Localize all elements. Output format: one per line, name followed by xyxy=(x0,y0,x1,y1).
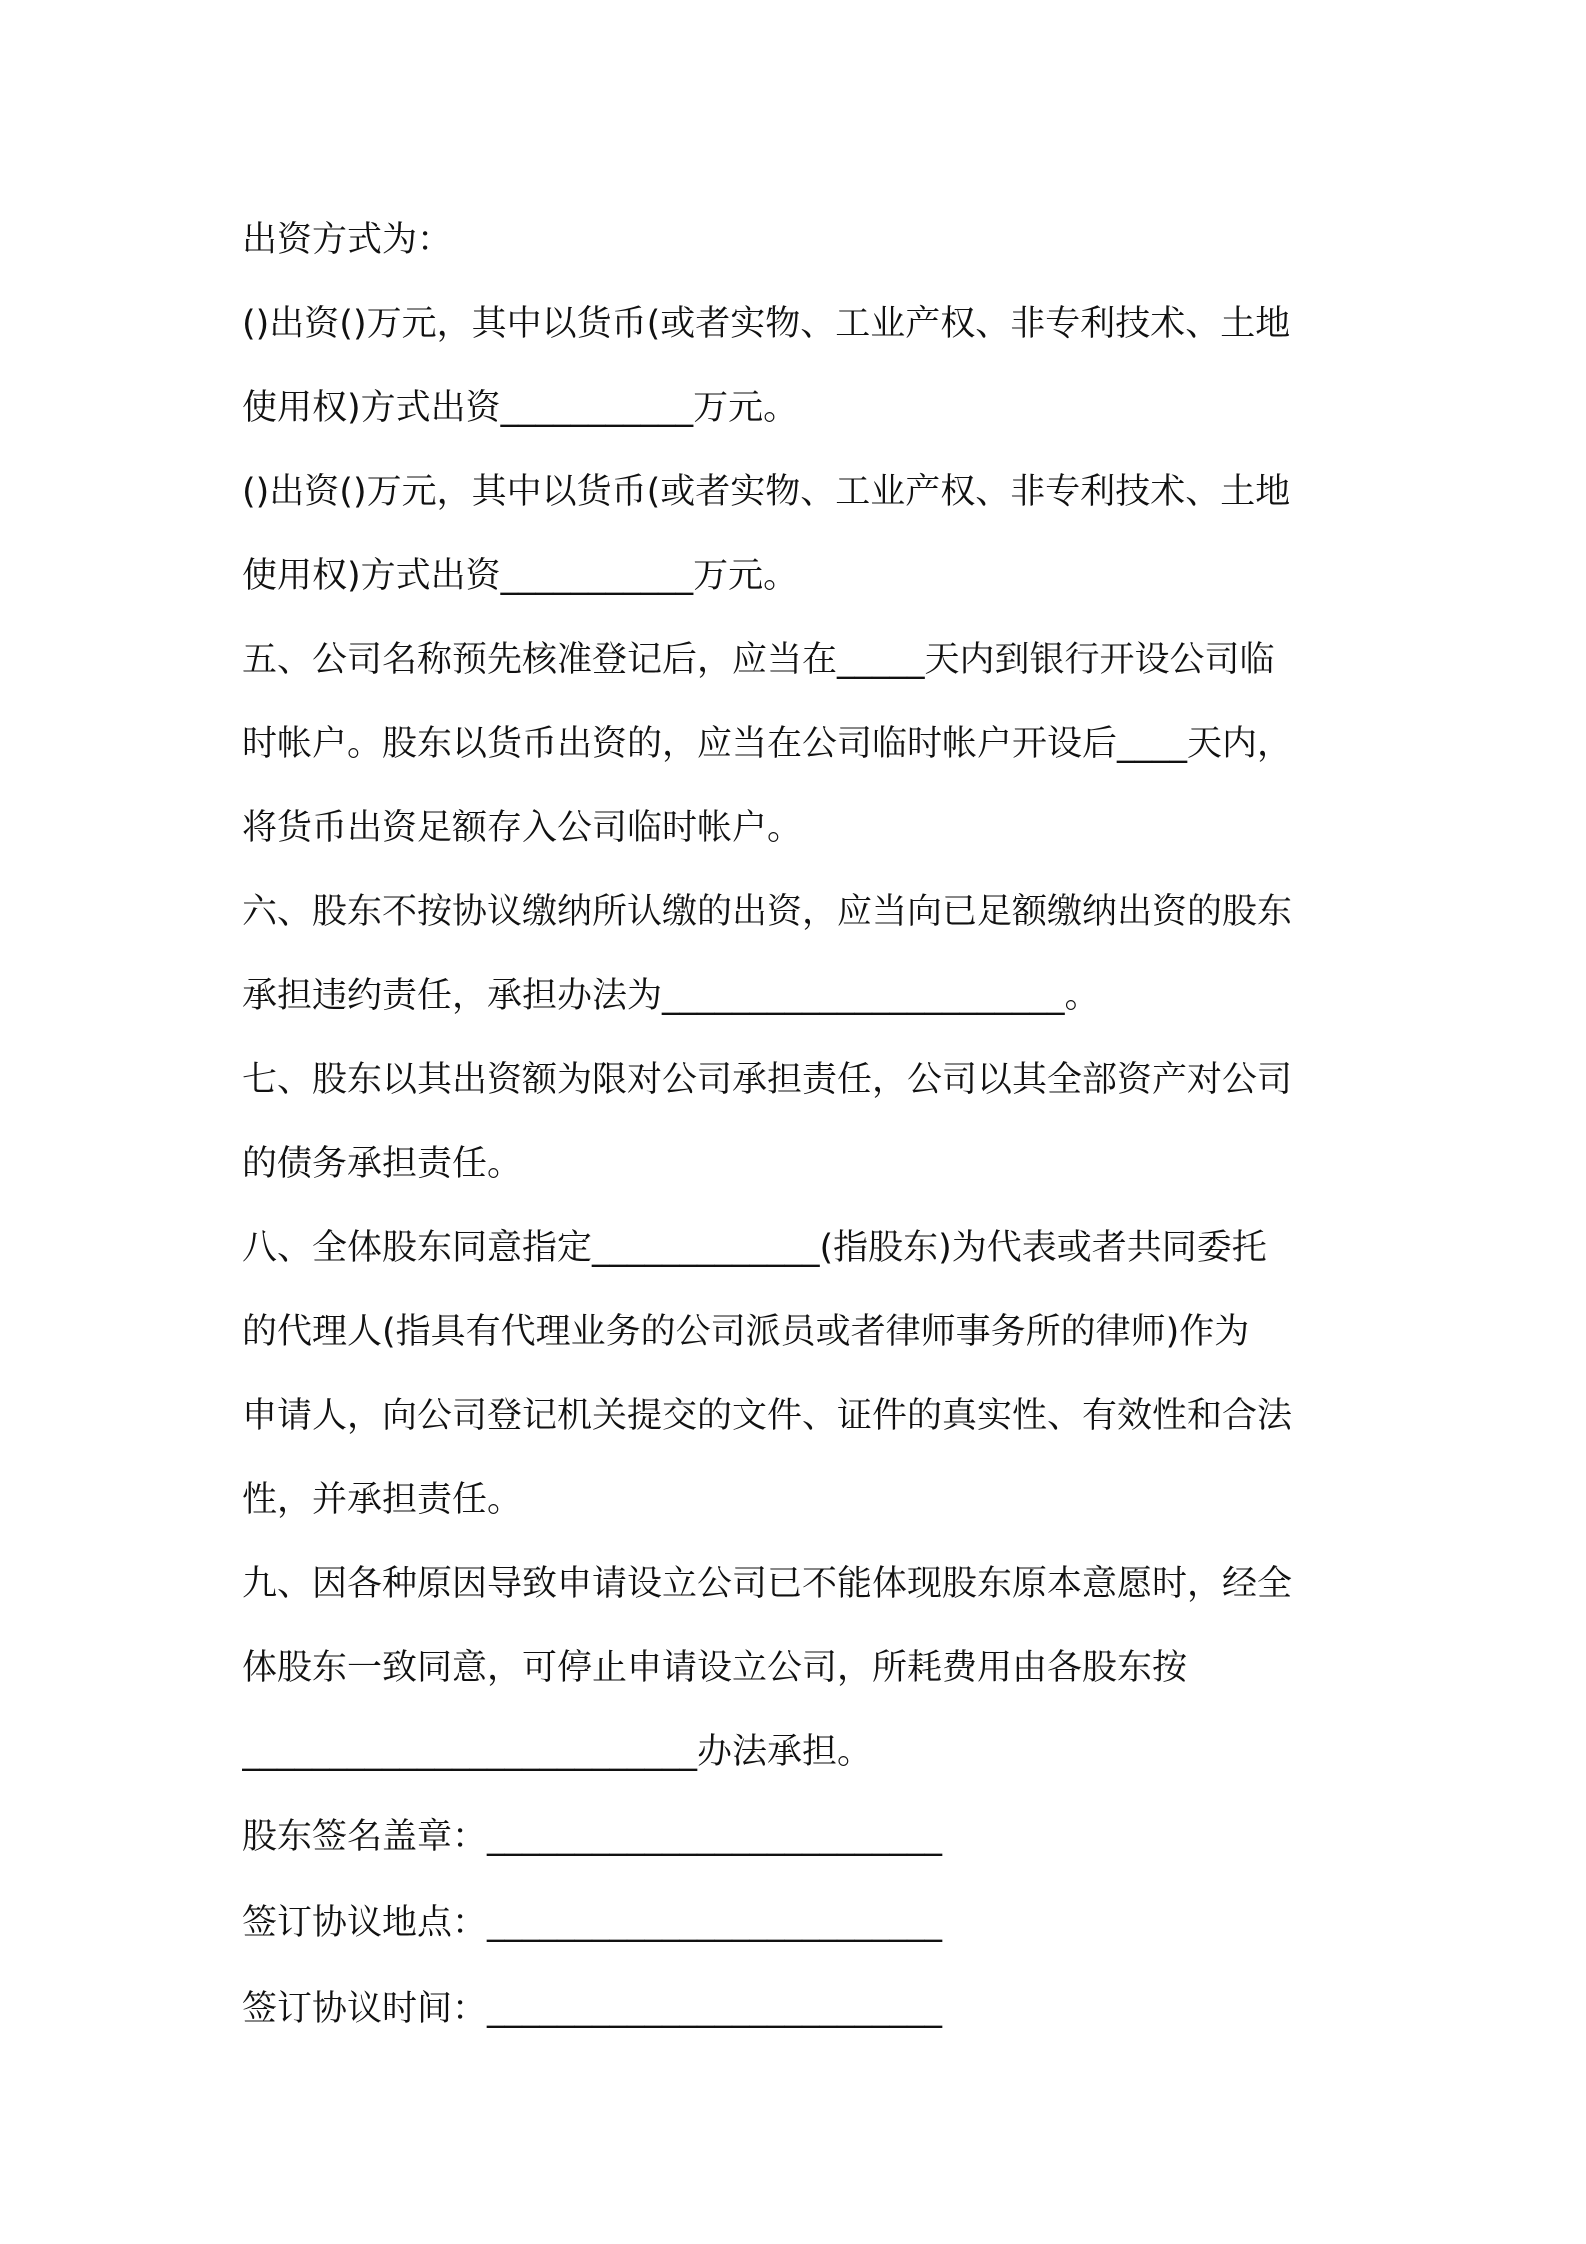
text-line: 的债务承担责任。 xyxy=(242,1144,523,1184)
text-line: 五、公司名称预先核准登记后，应当在_____天内到银行开设公司临 xyxy=(242,640,1275,680)
signature-block xyxy=(242,1794,1350,2052)
text-line: 九、因各种原因导致申请设立公司已不能体现股东原本意愿时，经全 xyxy=(242,1564,1293,1604)
text-line: 体股东一致同意，可停止申请设立公司，所耗费用由各股东按 xyxy=(242,1648,1188,1688)
signature-line-date: 签订协议时间：__________________________ xyxy=(242,1989,943,2029)
text-line: 的代理人(指具有代理业务的公司派员或者律师事务所的律师)作为 xyxy=(242,1312,1250,1352)
text-line: 性，并承担责任。 xyxy=(242,1480,523,1520)
text-line: 出资方式为： xyxy=(242,220,453,260)
text-line: 申请人，向公司登记机关提交的文件、证件的真实性、有效性和合法 xyxy=(242,1396,1293,1436)
text-line: __________________________办法承担。 xyxy=(242,1732,873,1772)
text-line: ()出资()万元，其中以货币(或者实物、工业产权、非专利技术、土地 xyxy=(242,304,1291,344)
text-line: 使用权)方式出资___________万元。 xyxy=(242,556,799,596)
text-line: 八、全体股东同意指定_____________(指股东)为代表或者共同委托 xyxy=(242,1228,1267,1268)
signature-line-place: 签订协议地点：__________________________ xyxy=(242,1903,943,1943)
text-line: 七、股东以其出资额为限对公司承担责任，公司以其全部资产对公司 xyxy=(242,1060,1293,1100)
text-line: 时帐户。股东以货币出资的，应当在公司临时帐户开设后____天内， xyxy=(242,724,1293,764)
text-line: 使用权)方式出资___________万元。 xyxy=(242,388,799,428)
signature-line-shareholder: 股东签名盖章：__________________________ xyxy=(242,1817,943,1857)
document-body xyxy=(242,198,1350,2052)
text-line: 承担违约责任，承担办法为_______________________。 xyxy=(242,976,1100,1016)
text-line: 将货币出资足额存入公司临时帐户。 xyxy=(242,808,803,848)
text-line: 六、股东不按协议缴纳所认缴的出资，应当向已足额缴纳出资的股东 xyxy=(242,892,1293,932)
text-line: ()出资()万元，其中以货币(或者实物、工业产权、非专利技术、土地 xyxy=(242,472,1291,512)
